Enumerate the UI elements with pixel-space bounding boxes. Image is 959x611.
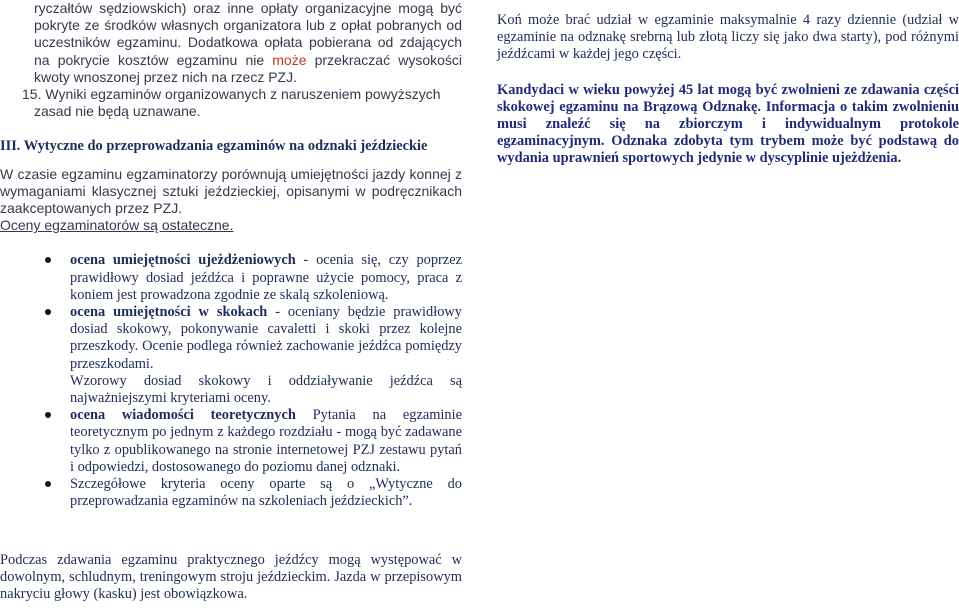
list-item-text: - oceniany będzie prawidłowy dosiad skokowy, pokonywanie cavaletti i skoki przez kolejne przeszkody. Ocenie podlega również zachowanie jeźdźca pomiędzy przeszkodami. bbox=[70, 304, 462, 372]
intro-text-1: ryczałtów sędziowskich) oraz inne opłaty organizacyjne mogą być pokryte ze środków własnych organizatora lub z opłat pobranych od uczestników egzaminu. bbox=[34, 0, 462, 51]
item-15: 15. Wyniki egzaminów organizowanych z naruszeniem powyższych zasad nie będą uznawane. bbox=[22, 86, 441, 120]
left-column bbox=[0, 0, 462, 510]
list-item-bold: ocena umiejętności w skokach bbox=[70, 304, 268, 321]
intro-text-2-post: przekraczać wysokości kwoty wnoszonej przez nich na rzecz PZJ. bbox=[34, 51, 463, 85]
section-paragraph: W czasie egzaminu egzaminatorzy porównują umiejętności jazdy konnej z wymaganiami klasycznej sztuki jeździeckiej, opisanymi w podręcznikach zaakceptowanych przez PZJ. bbox=[0, 165, 462, 217]
section-heading: III. Wytyczne do przeprowadzania egzaminów na odznaki jeździeckie bbox=[0, 138, 428, 155]
list-item-extra: Wzorowy dosiad skokowy i oddziaływanie jeźdźca są najważniejszymi kryteriami oceny. bbox=[70, 372, 462, 407]
intro-paragraph bbox=[0, 0, 462, 86]
intro-text-2-red: może bbox=[272, 51, 307, 68]
list-item bbox=[0, 407, 462, 476]
intro-text-2-pre: Dodatkowa opłata pobierana od zdających na pokrycie kosztów egzaminu nie bbox=[34, 34, 462, 68]
list-item-text: Pytania na egzaminie teoretycznym po jednym z każdego rozdziału - mogą być zadawane tylko z opublikowanego na stronie internetowej PZJ zestawu pytań i odpowiedzi, dostosowanego do poziomu danej odznaki. bbox=[70, 407, 463, 475]
bullet-icon bbox=[45, 257, 51, 263]
list-item-bold: ocena wiadomości teoretycznych bbox=[70, 407, 296, 424]
list-item bbox=[0, 476, 462, 510]
list-item bbox=[0, 252, 462, 304]
bullet-icon bbox=[45, 412, 51, 418]
list-item-bold: ocena umiejętności ujeżdżeniowych bbox=[70, 252, 296, 269]
bullet-icon bbox=[45, 481, 51, 487]
right-column bbox=[497, 12, 959, 168]
list-item-text: Szczegółowe kryteria oceny oparte są o „Wytyczne do przeprowadzania egzaminów na szkoleniach jeździeckich”. bbox=[70, 476, 462, 510]
final-note: Oceny egzaminatorów są ostateczne. bbox=[0, 217, 234, 234]
right-paragraph-2: Kandydaci w wieku powyżej 45 lat mogą być zwolnieni ze zdawania części skokowej egzaminu na Brązową Odznakę. Informacja o takim zwolnieniu musi znaleźć się na zbiorczym i indywidualnym protokole egzaminacyjnym. Odznaka zdobyta tym trybem może być podstawą do wydania uprawnień sportowych jedynie w dyscyplinie ujeżdżenia. bbox=[497, 81, 959, 167]
list-item bbox=[0, 304, 462, 407]
bottom-paragraph: Podczas zdawania egzaminu praktycznego jeźdźcy mogą występować w dowolnym, schludnym, treningowym stroju jeździeckim. Jazda w przepisowym nakryciu głowy (kasku) jest obowiązkowa. bbox=[0, 552, 462, 603]
criteria-list bbox=[0, 252, 462, 510]
right-paragraph-1: Koń może brać udział w egzaminie maksymalnie 4 razy dziennie (udział w egzaminie na odznakę srebrną lub złotą liczy się jako dwa starty), pod różnymi jeźdźcami w każdej jego części. bbox=[497, 12, 959, 63]
bullet-icon bbox=[45, 309, 51, 315]
list-item-text: - ocenia się, czy poprzez prawidłowy dosiad jeźdźca i poprawne użycie pomocy, praca z koniem jest prowadzona zgodnie ze skalą szkoleniową. bbox=[70, 252, 462, 303]
